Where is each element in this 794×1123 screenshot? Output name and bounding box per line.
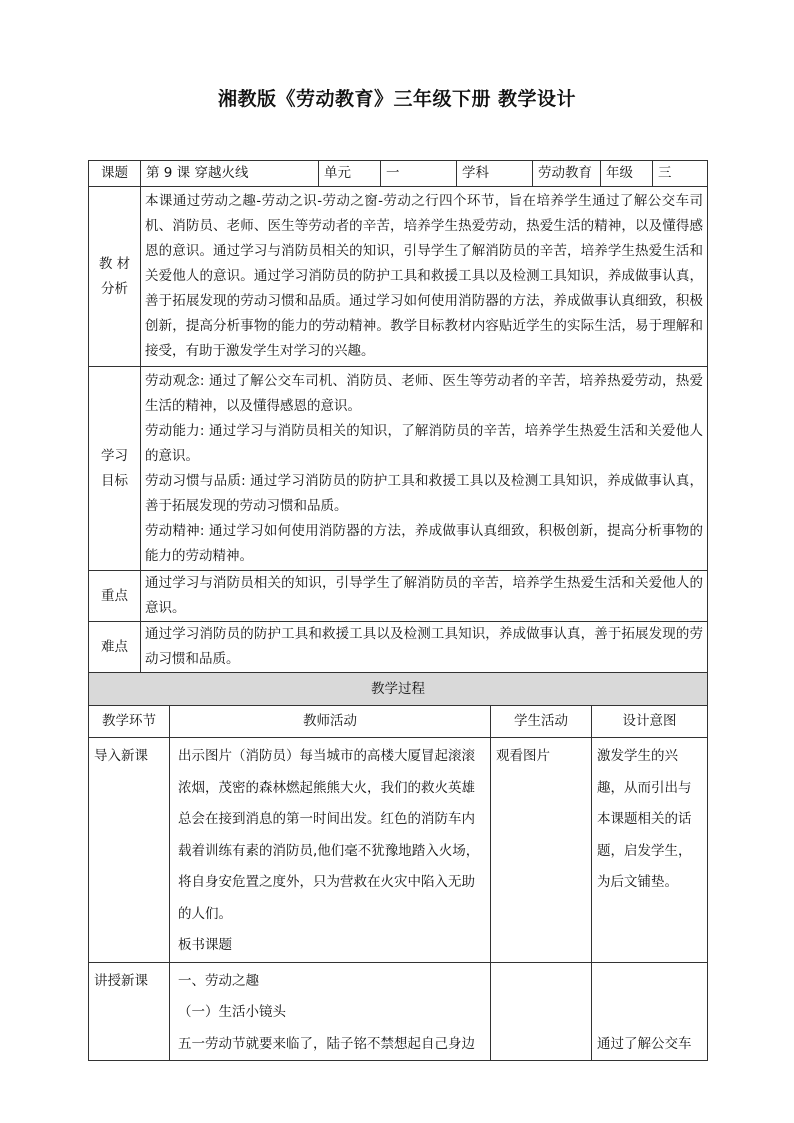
key-points-label: 重点 <box>89 571 141 622</box>
key-points-row <box>89 571 708 622</box>
student-activity-new-lesson <box>491 962 592 1061</box>
learning-objectives-label-line1: 学习 <box>101 447 128 464</box>
grade-value: 三 <box>653 161 708 187</box>
col-header-intent: 设计意图 <box>592 706 708 738</box>
col-header-student: 学生活动 <box>491 706 592 738</box>
stage-intro: 导入新课 <box>89 738 170 963</box>
teacher-activity-text: 板书课题 <box>178 937 232 953</box>
objective-spirit: 劳动精神: 通过学习如何使用消防器的方法，养成做事认真细致，积极创新，提高分析事物的能力的劳动精神。 <box>145 522 703 564</box>
subject-value: 劳动教育 <box>533 161 601 187</box>
material-analysis-row <box>89 187 708 367</box>
objective-habit: 劳动习惯与品质: 通过学习消防员的防护工具和救援工具以及检测工具知识，养成做事认真，善于拓展发现的劳动习惯和品质。 <box>145 472 703 514</box>
col-header-stage: 教学环节 <box>89 706 170 738</box>
teacher-activity-text: 出示图片（消防员）每当城市的高楼大厦冒起滚滚浓烟，茂密的森林燃起熊熊大火，我们的救火英雄总会在接到消息的第一时间出发。红色的消防车内载着训练有素的消防员,他们毫不犹豫地踏入火场，将自身安危置之度外，只为营救在火灾中陷入无助的人们。 <box>178 748 480 922</box>
process-title-row <box>89 673 708 706</box>
topic-label: 课题 <box>89 161 141 187</box>
unit-label: 单元 <box>319 161 381 187</box>
material-analysis-label-line1: 教 材 <box>98 255 131 272</box>
objective-ability: 劳动能力: 通过学习与消防员相关的知识，了解消防员的辛苦，培养学生热爱生活和关爱他人的意识。 <box>145 422 703 464</box>
teacher-activity-text: （一）生活小镜头 <box>178 1004 286 1020</box>
table-row <box>89 962 708 1061</box>
col-header-teacher: 教师活动 <box>170 706 491 738</box>
stage-new-lesson: 讲授新课 <box>89 962 170 1061</box>
process-title: 教学过程 <box>89 673 708 706</box>
design-intent-intro: 激发学生的兴趣，从而引出与本课题相关的话题，启发学生，为后文铺垫。 <box>592 738 708 963</box>
teacher-activity-new-lesson <box>170 962 491 1061</box>
lesson-info-table <box>88 160 708 673</box>
material-analysis-label-line2: 分析 <box>101 280 128 297</box>
unit-value: 一 <box>381 161 457 187</box>
difficult-points-label: 难点 <box>89 622 141 673</box>
teacher-activity-text: 一、劳动之趣 <box>178 972 259 989</box>
subject-label: 学科 <box>457 161 533 187</box>
topic-value: 第 9 课 穿越火线 <box>141 161 319 187</box>
difficult-points-text: 通过学习消防员的防护工具和救援工具以及检测工具知识，养成做事认真，善于拓展发现的劳动习惯和品质。 <box>141 622 708 673</box>
key-points-text: 通过学习与消防员相关的知识，引导学生了解消防员的辛苦，培养学生热爱生活和关爱他人的意识。 <box>141 571 708 622</box>
teacher-activity-text: 五一劳动节就要来临了，陆子铭不禁想起自己身边 <box>178 1035 475 1052</box>
material-analysis-label <box>89 187 141 367</box>
table-row <box>89 738 708 963</box>
student-activity-intro: 观看图片 <box>491 738 592 963</box>
material-analysis-text: 本课通过劳动之趣-劳动之识-劳动之窗-劳动之行四个环节，旨在培养学生通过了解公交车司机、消防员、老师、医生等劳动者的辛苦，培养学生热爱劳动，热爱生活的精神，以及懂得感恩的意识。通过学习与消防员相关的知识，引导学生了解消防员的辛苦，培养学生热爱生活和关爱他人的意识。通过学习消防员的防护工具和救援工具以及检测工具知识，养成做事认真，善于拓展发现的劳动习惯和品质。通过学习如何使用消防器的方法，养成做事认真细致，积极创新，提高分析事物的能力的劳动精神。教学目标教材内容贴近学生的实际生活，易于理解和接受，有助于激发学生对学习的兴趣。 <box>141 187 708 367</box>
difficult-points-row <box>89 622 708 673</box>
learning-objectives-list <box>141 367 708 571</box>
process-header-row <box>89 706 708 738</box>
objective-concept: 劳动观念: 通过了解公交车司机、消防员、老师、医生等劳动者的辛苦，培养热爱劳动，热爱生活的精神，以及懂得感恩的意识。 <box>145 372 703 414</box>
info-row <box>89 161 708 187</box>
design-intent-new-lesson: 通过了解公交车 <box>592 962 708 1061</box>
grade-label: 年级 <box>601 161 653 187</box>
learning-objectives-row <box>89 367 708 571</box>
document-title: 湘教版《劳动教育》三年级下册 教学设计 <box>217 88 577 110</box>
learning-objectives-label-line2: 目标 <box>101 472 128 489</box>
learning-objectives-label <box>89 367 141 571</box>
teacher-activity-intro <box>170 738 491 963</box>
teaching-process-table <box>88 672 708 1061</box>
